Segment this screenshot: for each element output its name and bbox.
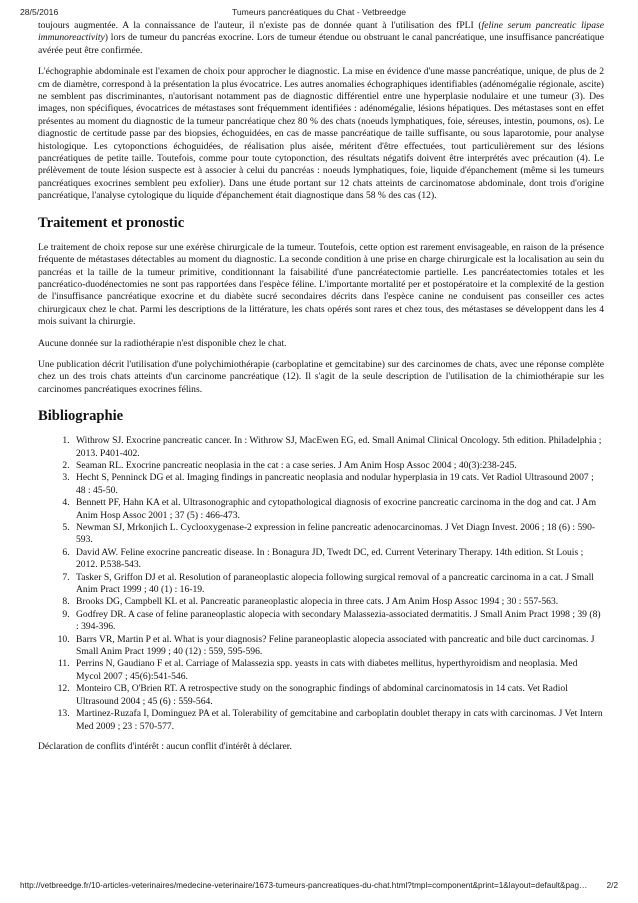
reference-item: 8. Brooks DG, Campbell KL et al. Pancreatic paraneoplastic alopecia in three cats. J Am Anim Hosp Assoc 1994 ; 30 : 557-563. [72,596,604,608]
paragraph-fpli-before: toujours augmentée. A la connaissance de l'auteur, il n'existe pas de donnée quant à l'utilisation des fPLI ( [38,20,482,31]
reference-item: 7. Tasker S, Griffon DJ et al. Resolution of paraneoplastic alopecia following surgical removal of a pancreatic carcinoma in a cat. J Small Anim Pract 1999 ; 40 (1) : 16-19. [72,572,604,597]
section-heading-bibliography: Bibliographie [38,408,124,425]
paragraph-treatment-radiotherapy: Aucune donnée sur la radiothérapie n'est disponible chez le chat. [38,337,287,349]
paragraph-fpli-after: ) lors de tumeur du pancréas exocrine. Lors de tumeur étendue ou obstruant le canal pancréatique, une insuffisance pancréatique avérée peut être confirmée. [38,32,604,56]
print-header [0,7,638,19]
page-number: 2/2 [606,881,618,890]
print-url: http://vetbreedge.fr/10-articles-veterinaires/medecine-veterinaire/1673-tumeurs-pancreatiques-du-chat.html?tmpl=component&print=1&layout=default&pag… [20,881,588,890]
reference-item: 2. Seaman RL. Exocrine pancreatic neoplasia in the cat : a case series. J Am Anim Hosp Assoc 2004 ; 40(3):238-245. [72,460,604,472]
paragraph-echography: L'échographie abdominale est l'examen de choix pour approcher le diagnostic. La mise en évidence d'une masse pancréatique, unique, de plus de 2 cm de diamètre, correspond à la présentation la plus évocatrice. Les autres anomalies échographiques identifiables (adénomégalie régionale, ascite) ne semblent pas discriminantes, n'autorisant notamment pas de diagnostic différentiel entre une hyperplasie nodulaire et une tumeur (3). Des images, non spécifiques, évocatrices de métastases sont fréquemment identifiées : adénomégalie, lésions hépatiques. Des métastases sont en effet présentes au moment du diagnostic de la tumeur pancréatique chez 80 % des chats (noeuds lymphatiques, foie, séreuses, intestin, poumons, os). Le diagnostic de certitude passe par des biopsies, échoguidées, en cas de masse pancréatique de taille suffisante, ou sous laparotomie, pour analyse histologique. Les cytoponctions échoguidées, de réalisation plus aisée, méritent d'être effectuées, tout particulièrement sur des lésions pancréatiques de petite taille. Toutefois, comme pour toute cytoponction, des résultats négatifs doivent être interprétés avec précaution (4). Le prélèvement de toute lésion suspecte est à associer à celui du pancréas : noeuds lymphatiques, foie, liquide d'épanchement (même si les tumeurs pancréatiques exocrines semblent peu exfolier). Dans une étude portant sur 12 chats atteints de carcinomatose abdominale, dont trois d'origine pancréatique, l'analyse cytologique du liquide d'épanchement était diagnostique dans 58 % des cas (12). [38,66,604,202]
reference-item: 5. Newman SJ, Mrkonjich L. Cyclooxygenase-2 expression in feline pancreatic adenocarcinomas. J Vet Diagn Invest. 2006 ; 18 (6) : 590-593. [72,522,604,547]
section-heading-treatment: Traitement et pronostic [38,214,185,231]
reference-item: 4. Bennett PF, Hahn KA et al. Ultrasonographic and cytopathological diagnosis of exocrine pancreatic carcinoma in the dog and cat. J Am Anim Hosp Assoc 2001 ; 37 (5) : 466-473. [72,497,604,522]
reference-item: 6. David AW. Feline exocrine pancreatic disease. In : Bonagura JD, Twedt DC, ed. Current Veterinary Therapy. 14th edition. St Louis ; 2012. P.538-543. [72,547,604,572]
reference-item: 13. Martinez-Ruzafa I, Dominguez PA et al. Tolerability of gemcitabine and carboplatin doublet therapy in cats with carcinomas. J Vet Intern Med 2009 ; 23 : 570-577. [72,708,604,733]
reference-item: 10. Barrs VR, Martin P et al. What is your diagnosis? Feline paraneoplastic alopecia associated with pancreatic and bile duct carcinomas. J Small Anim Pract 1999 ; 40 (12) : 559, 595-596. [72,634,604,659]
conflict-of-interest-statement: Déclaration de conflits d'intérêt : aucun conflit d'intérêt à déclarer. [38,740,292,752]
paragraph-fpli-italic: feline serum pancreatic lipase immunoreactivity [38,20,604,44]
paragraph-fpli [38,20,604,57]
article-content [38,20,604,762]
print-footer [0,881,638,893]
reference-item: 9. Godfrey DR. A case of feline paraneoplastic alopecia with secondary Malassezia-associated dermatitis. J Small Anim Pract 1998 ; 39 (8) : 394-396. [72,609,604,634]
paragraph-treatment-chemotherapy: Une publication décrit l'utilisation d'une polychimiothérapie (carboplatine et gemcitabine) sur des carcinomes de chats, avec une réponse complète chez un des trois chats atteints d'un carcinome pancréatique (12). Il s'agit de la seule description de l'utilisation de la chimiothérapie sur les carcinomes pancréatiques exocrines félins. [38,358,604,395]
reference-item: 12. Monteiro CB, O'Brien RT. A retrospective study on the sonographic findings of abdominal carcinomatosis in 14 cats. Vet Radiol Ultrasound 2004 ; 45 (6) : 559-564. [72,683,604,708]
reference-list [38,435,604,733]
print-title: Tumeurs pancréatiques du Chat - Vetbreedge [231,7,407,17]
print-date: 28/5/2016 [20,7,59,17]
reference-item: 3. Hecht S, Penninck DG et al. Imaging findings in pancreatic neoplasia and nodular hyperplasia in 19 cats. Vet Radiol Ultrasound 2007 ; 48 : 45-50. [72,472,604,497]
reference-item: 11. Perrins N, Gaudiano F et al. Carriage of Malassezia spp. yeasts in cats with diabetes mellitus, hyperthyroidism and neoplasia. Med Mycol 2007 ; 45(6):541-546. [72,658,604,683]
reference-item: 1. Withrow SJ. Exocrine pancreatic cancer. In : Withrow SJ, MacEwen EG, ed. Small Animal Clinical Oncology. 5th edition. Philadelphia ; 2013. P401-402. [72,435,604,460]
paragraph-treatment-surgery: Le traitement de choix repose sur une exérèse chirurgicale de la tumeur. Toutefois, cette option est rarement envisageable, en raison de la présence fréquente de métastases détectables au moment du diagnostic. La seconde condition à une prise en charge chirurgicale est la localisation au sein du pancréas et la taille de la tumeur primitive, conditionnant la faisabilité d'une pancréatectomie partielle. Les pancréatectomies totales et les pancréatico-duodénectomies ne sont pas rapportées dans l'espèce féline. L'importante mortalité per et postopératoire et la complexité de la gestion de l'insuffisance pancréatique exocrine et du diabète sucré secondaires décrits dans l'espèce canine ne conduisent pas conseiller ces actes chirurgicaux chez le chat. Parmi les descriptions de la littérature, les chats opérés sont rares et chez tous, des métastases se développent dans les 4 mois suivant la chirurgie. [38,241,604,328]
